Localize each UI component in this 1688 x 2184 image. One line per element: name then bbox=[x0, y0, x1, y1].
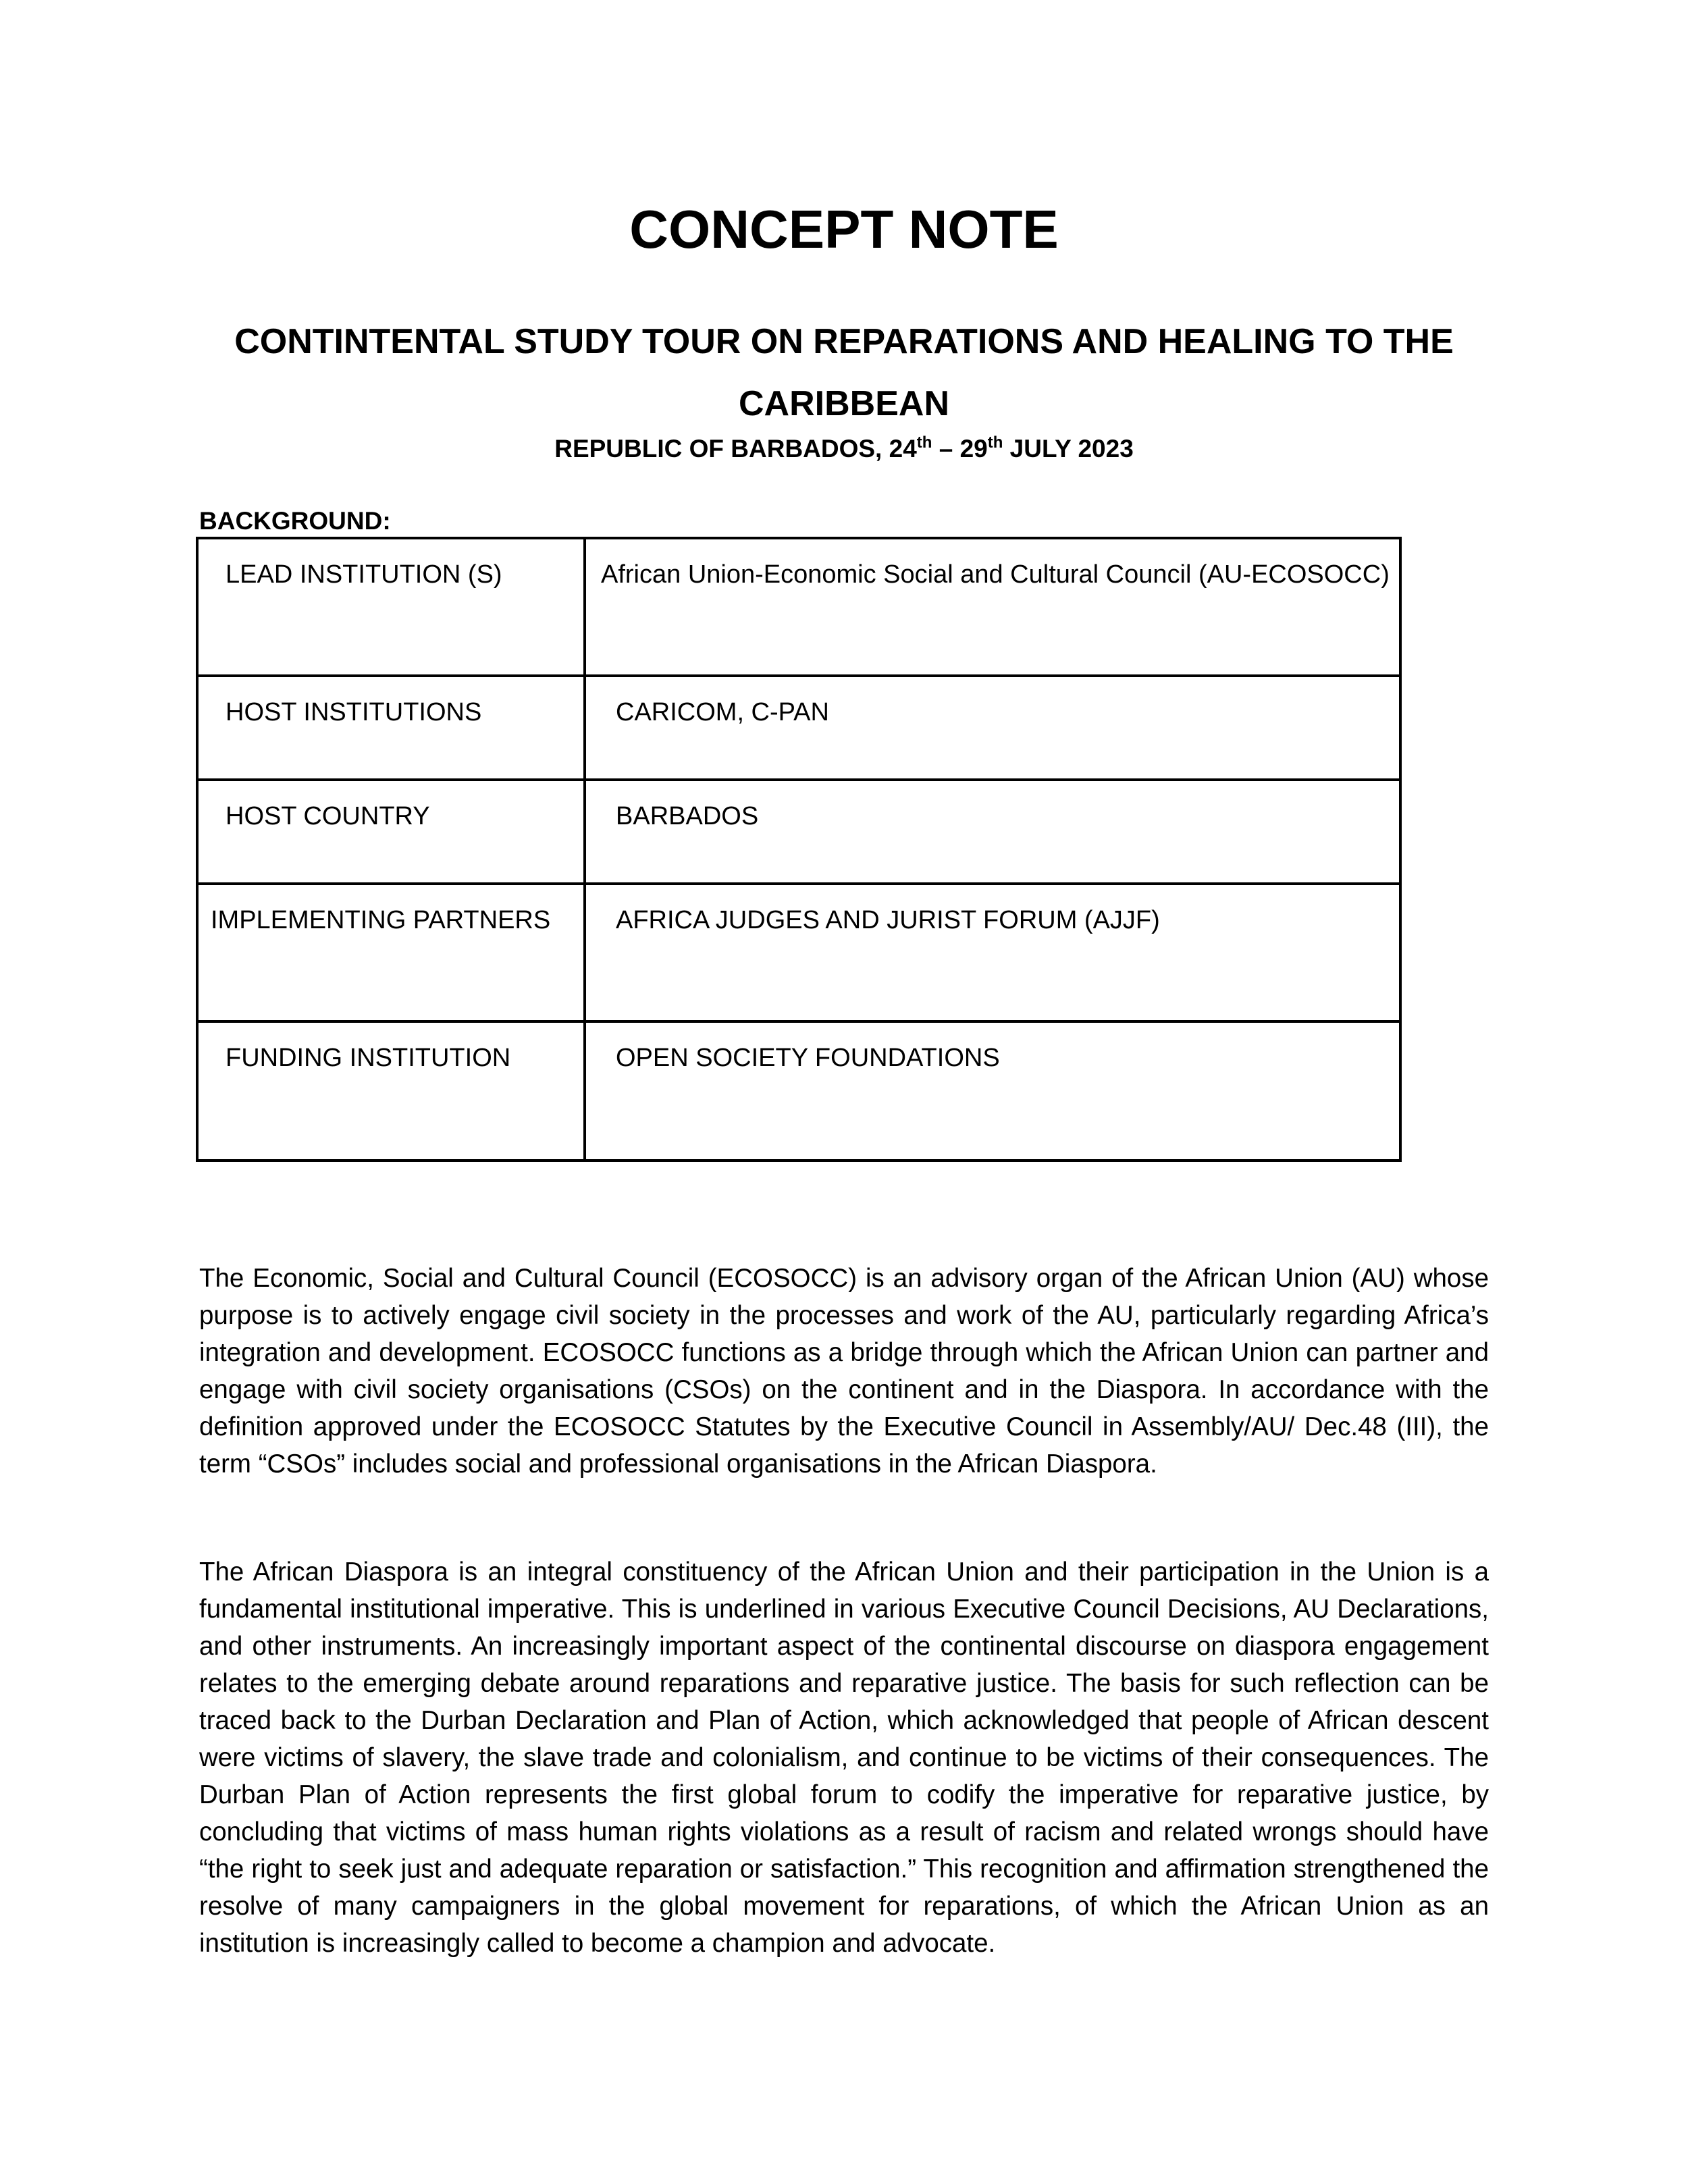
background-label: BACKGROUND: bbox=[199, 507, 391, 535]
event-dateline bbox=[0, 430, 1688, 468]
dateline-sup-end: th bbox=[987, 433, 1003, 452]
dateline-prefix: REPUBLIC OF BARBADOS, 24 bbox=[554, 435, 917, 462]
table-row bbox=[197, 538, 1400, 676]
table-key-cell: FUNDING INSTITUTION bbox=[197, 1021, 585, 1161]
table-row bbox=[197, 780, 1400, 884]
dateline-suffix: JULY 2023 bbox=[1003, 435, 1134, 462]
table-key-cell: HOST INSTITUTIONS bbox=[197, 676, 585, 780]
table-value-cell: OPEN SOCIETY FOUNDATIONS bbox=[585, 1021, 1400, 1161]
table-row bbox=[197, 676, 1400, 780]
dateline-sup-start: th bbox=[916, 433, 932, 452]
table-key-cell: HOST COUNTRY bbox=[197, 780, 585, 884]
table-key-cell: LEAD INSTITUTION (S) bbox=[197, 538, 585, 676]
document-subtitle: CONTINTENTAL STUDY TOUR ON REPARATIONS AND HEALING TO THE CARIBBEAN bbox=[234, 322, 1454, 423]
document-title: CONCEPT NOTE bbox=[629, 199, 1059, 259]
table-value-cell: BARBADOS bbox=[585, 780, 1400, 884]
background-table bbox=[196, 537, 1402, 1162]
dateline-middle: – 29 bbox=[932, 435, 988, 462]
table-value-cell: AFRICA JUDGES AND JURIST FORUM (AJJF) bbox=[585, 884, 1400, 1021]
body-paragraph: The Economic, Social and Cultural Council (ECOSOCC) is an advisory organ of the African Union (AU) whose purpose is to actively engage civil society in the processes and work of the AU, particularly regarding Africa’s integration and development. ECOSOCC functions as a bridge through which the African Union can partner and engage with civil society organisations (CSOs) on the continent and in the Diaspora. In accordance with the definition approved under the ECOSOCC Statutes by the Executive Council in Assembly/AU/ Dec.48 (III), the term “CSOs” includes social and professional organisations in the African Diaspora. bbox=[199, 1263, 1489, 1479]
table-row bbox=[197, 1021, 1400, 1161]
table-key-cell: IMPLEMENTING PARTNERS bbox=[197, 884, 585, 1021]
table-row bbox=[197, 884, 1400, 1021]
table-value-cell: African Union-Economic Social and Cultural Council (AU-ECOSOCC) bbox=[585, 538, 1400, 676]
table-value-cell: CARICOM, C-PAN bbox=[585, 676, 1400, 780]
body-paragraph: The African Diaspora is an integral constituency of the African Union and their participation in the Union is a fundamental institutional imperative. This is underlined in various Executive Council Decisions, AU Declarations, and other instruments. An increasingly important aspect of the continental discourse on diaspora engagement relates to the emerging debate around reparations and reparative justice. The basis for such reflection can be traced back to the Durban Declaration and Plan of Action, which acknowledged that people of African descent were victims of slavery, the slave trade and colonialism, and continue to be victims of their consequences. The Durban Plan of Action represents the first global forum to codify the imperative for reparative justice, by concluding that victims of mass human rights violations as a result of racism and related wrongs should have “the right to seek just and adequate reparation or satisfaction.” This recognition and affirmation strengthened the resolve of many campaigners in the global movement for reparations, of which the African Union as an institution is increasingly called to become a champion and advocate. bbox=[199, 1557, 1489, 1958]
